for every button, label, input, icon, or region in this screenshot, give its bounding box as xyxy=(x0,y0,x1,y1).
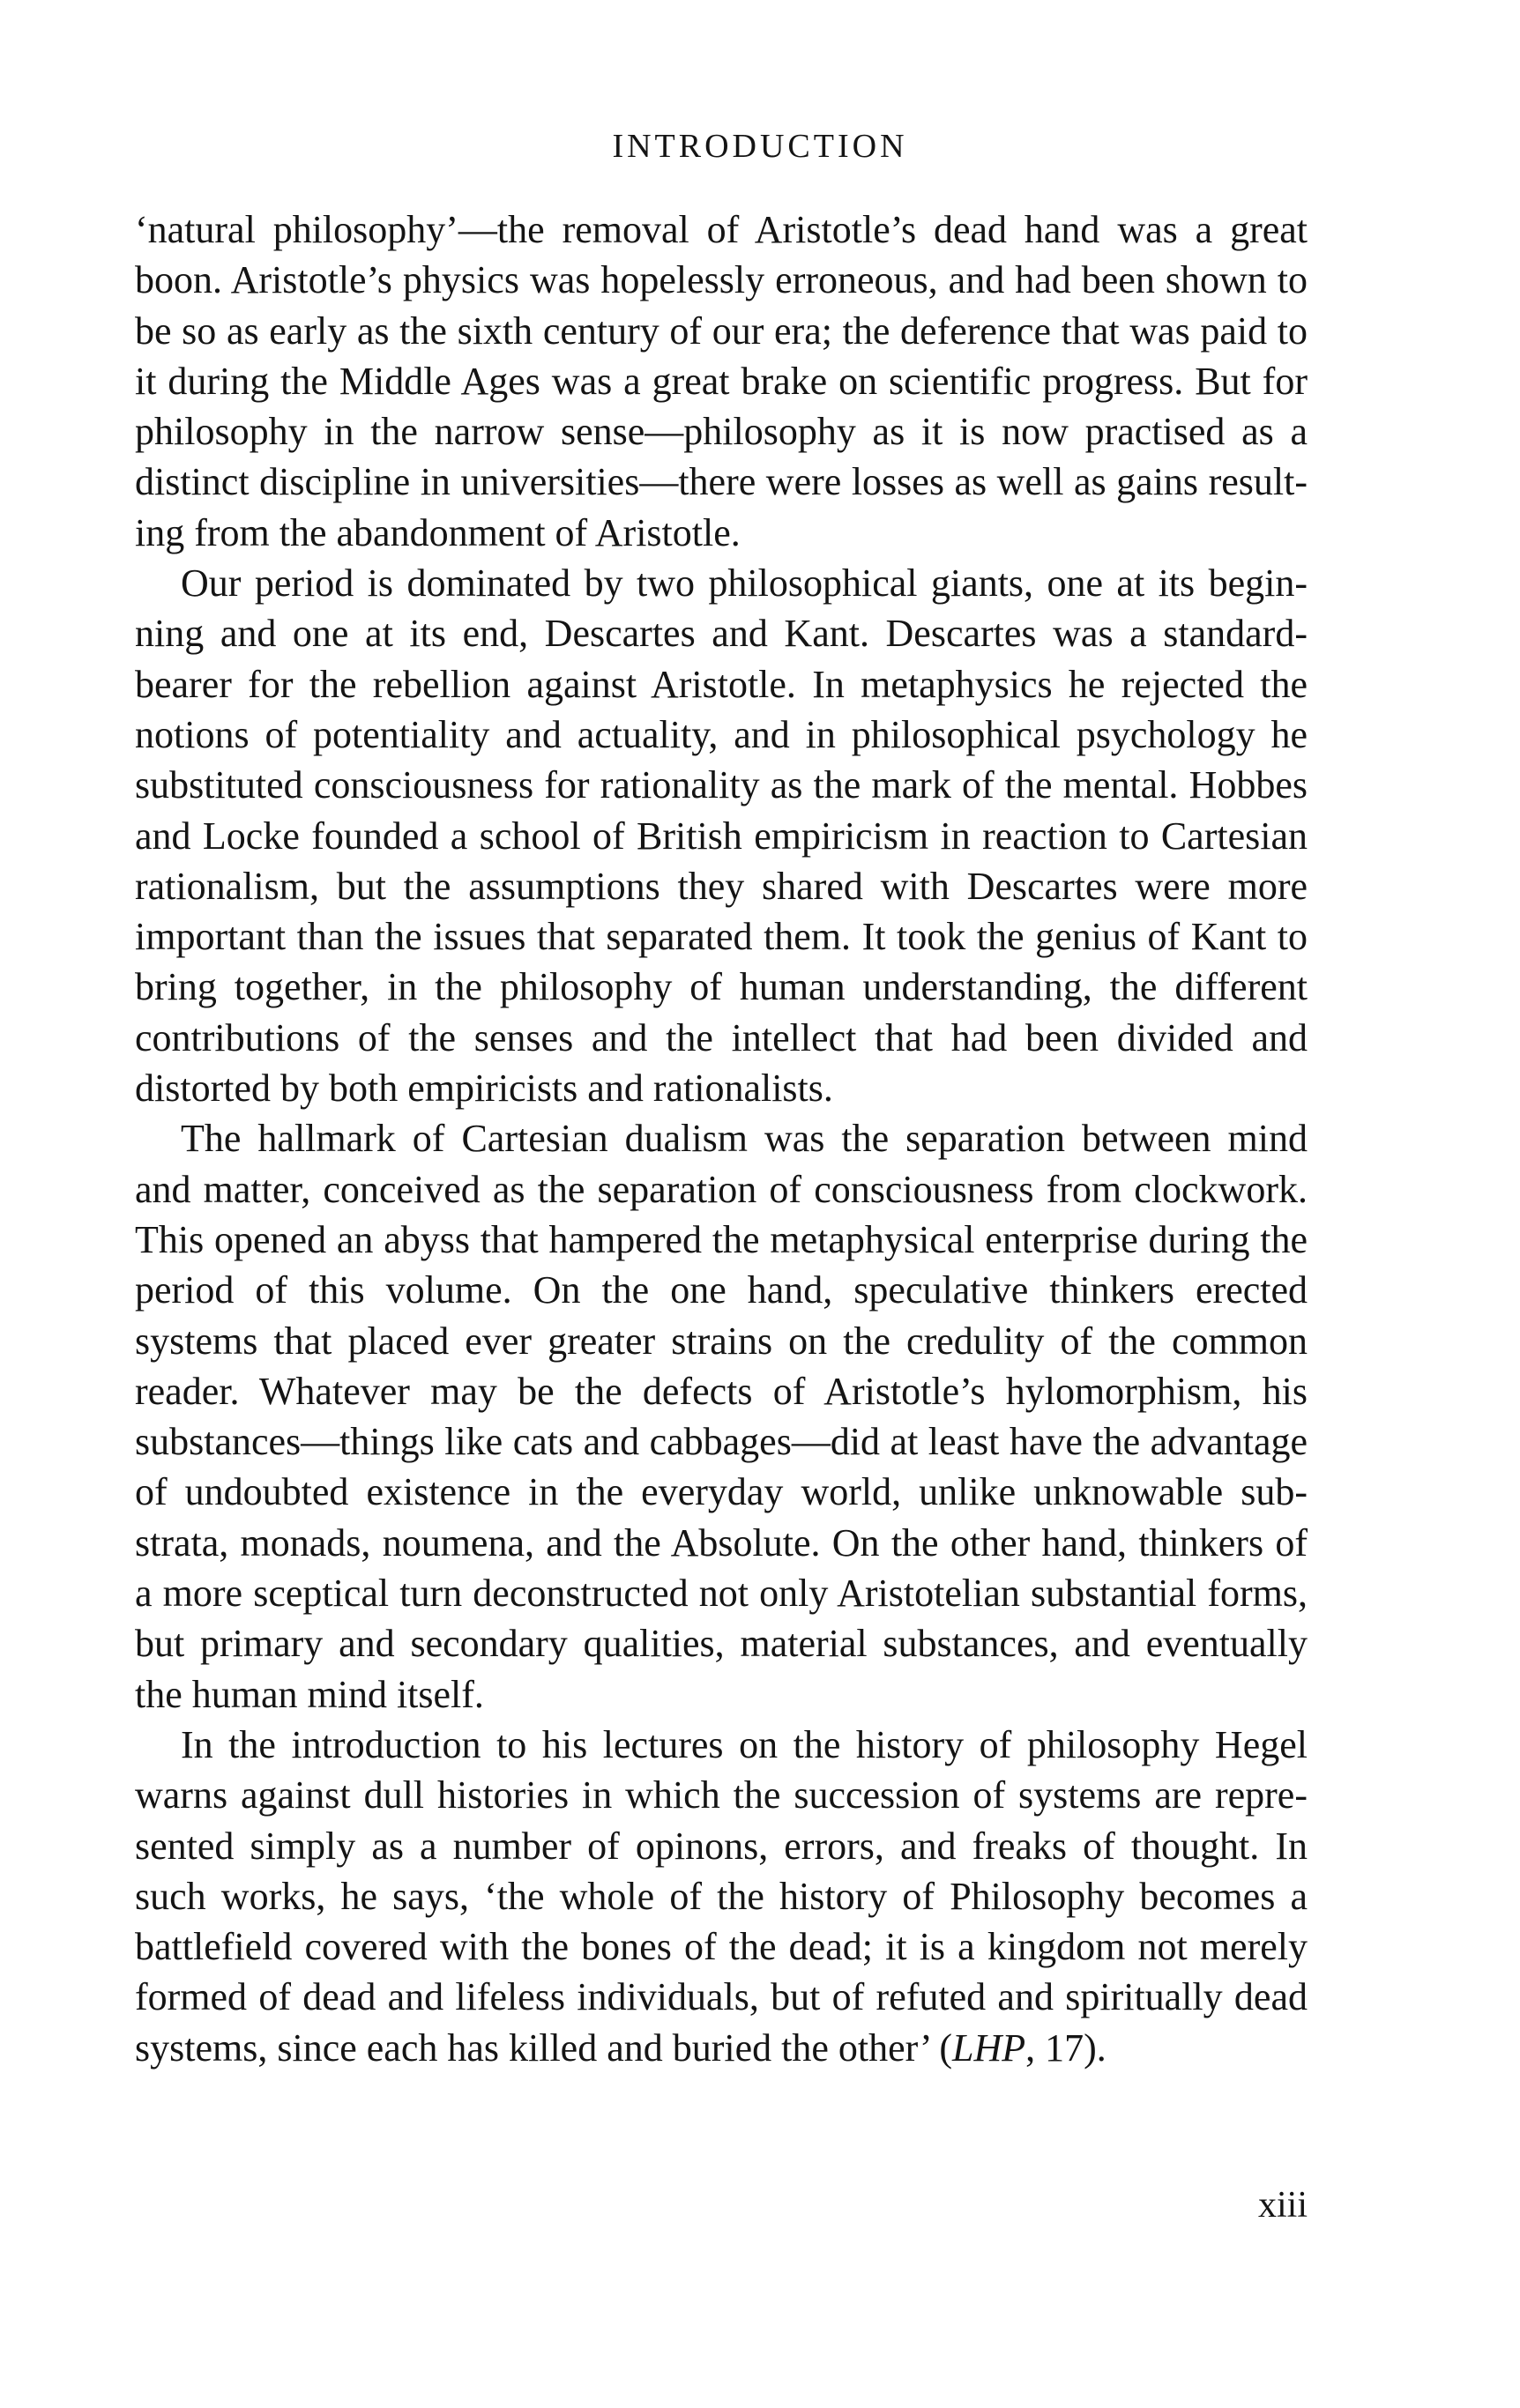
citation-locator: , 17). xyxy=(1025,2025,1106,2070)
paragraph-3: The hallmark of Cartesian dualism was the separation between mind and matter, conceived as the separation of consciousness from clockwork. This opened an abyss that hampered the metaphysical enterprise during the period of this volume. On the one hand, speculative thinkers erected systems that placed ever greater strains on the credulity of the common reader. Whatever may be the defects of Aristotle’s hylomorphism, his substances—things like cats and cabbages—did at least have the advantage of undoubted existence in the everyday world, unlike unknowable substrata, monads, noumena, and the Absolute. On the other hand, thinkers of a more sceptical turn deconstructed not only Aristotelian substantial forms, but primary and secondary qualities, material substances, and eventually the human mind itself. xyxy=(135,1117,1308,1716)
paragraph-1: ‘natural philosophy’—the removal of Aristotle’s dead hand was a great boon. Aristotle’s physics was hopelessly erroneous, and had been shown to be so as early as the sixth century of our era; the deference that was paid to it during the Middle Ages was a great brake on scientific progress. But for philosophy in the narrow sense—philosophy as it is now practised as a distinct discipline in universities—there were losses as well as gains resulting from the abandonment of Aristotle. xyxy=(135,208,1308,554)
page-number: xiii xyxy=(1257,2185,1308,2226)
paragraph-4 xyxy=(135,1720,1308,2073)
running-head: INTRODUCTION xyxy=(612,128,908,165)
citation-abbreviation: LHP xyxy=(951,2025,1026,2070)
body-text xyxy=(135,204,1308,2073)
paragraph-4-text: In the introduction to his lectures on the history of philosophy Hegel warns against dull histories in which the succession of systems are represented simply as a number of opinons, errors, and freaks of thought. In such works, he says, ‘the whole of the history of Philosophy becomes a battlefield covered with the bones of the dead; it is a kingdom not merely formed of dead and lifeless individuals, but of refuted and spiritually dead systems, since each has killed and buried the other’ ( xyxy=(135,1722,1308,2070)
paragraph-2: Our period is dominated by two philosophical giants, one at its beginning and one at its end, Descartes and Kant. Descartes was a standard-bearer for the rebellion against Aristotle. In metaphysics he rejected the notions of potentiality and actuality, and in philosophical psychology he substituted consciousness for rationality as the mark of the mental. Hobbes and Locke founded a school of British empiricism in reaction to Cartesian rationalism, but the assumptions they shared with Descartes were more important than the issues that separated them. It took the genius of Kant to bring together, in the philosophy of human understanding, the different contributions of the senses and the intellect that had been divided and distorted by both empiricists and rationalists. xyxy=(135,561,1308,1111)
